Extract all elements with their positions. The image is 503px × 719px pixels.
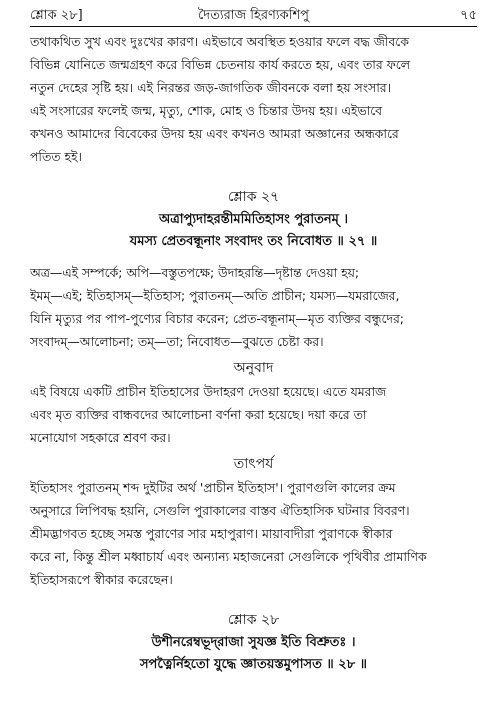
synonyms-paragraph <box>30 261 477 353</box>
text-line: বিভিন্ন যোনিতে জন্মগ্রহণ করে বিভিন্ন চেতনায় কার্য করতে হয়, এবং তার ফলে <box>30 57 410 72</box>
text-line: নতুন দেহের সৃষ্টি হয়। এই নিরন্তর জড়-জাগতিক জীবনকে বলা হয় সংসার। <box>30 80 392 95</box>
text-line: তথাকথিত সুখ এবং দুঃখের কারণ। এইভাবে অবস্থিত হওয়ার ফলে বদ্ধ জীবকে <box>30 34 409 49</box>
header-page-number: ৭৫ <box>460 8 477 23</box>
page-header <box>30 4 477 27</box>
verse-line: উশীনরেম্বভূদ্‌রাজা সুযজ্ঞ ইতি বিশ্রুতঃ । <box>151 635 356 650</box>
verse-28-block <box>30 609 477 676</box>
text-line: ইমম্‌—এই; ইতিহাসম্‌—ইতিহাস; পুরাতনম্‌—অতি প্রাচীন; যমস্য—যমরাজের, <box>30 288 400 303</box>
translation-heading: অনুবাদ <box>233 360 274 376</box>
text-line: এই বিষয়ে একটি প্রাচীন ইতিহাসের উদাহরণ দেওয়া হয়েছে। এতে যমরাজ <box>30 384 387 399</box>
text-line: এবং মৃত ব্যক্তির বান্ধবদের আলোচনা বর্ণনা করা হয়েছে। দয়া করে তা <box>30 407 367 422</box>
text-line: এই সংসারের ফলেই জন্ম, মৃত্যু, শোক, মোহ ও চিন্তার উদয় হয়। এইভাবে <box>30 103 383 118</box>
text-line: ইতিহাসং পুরাতনম্‌ শব্দ দুইটির অর্থ 'প্রাচীন ইতিহাস'। পুরাণগুলি কালের ক্রম <box>30 480 396 495</box>
text-line: মনোযোগ সহকারে শ্রবণ কর। <box>30 430 171 445</box>
verse-28-heading: শ্লোক ২৮ <box>227 612 280 628</box>
text-line: অত্র—এই সম্পর্কে; অপি—বস্তুতপক্ষে; উদাহরন্তি—দৃষ্টান্ত দেওয়া হয়; <box>30 265 360 280</box>
header-chapter-title: দৈত্যরাজ হিরণ্যকশিপু <box>198 8 309 23</box>
purport-heading: তাৎপর্য <box>233 456 274 472</box>
text-line: পতিত হই। <box>30 149 82 164</box>
verse-line: সপত্নৈর্নিহতো যুদ্ধে জ্ঞাতয়স্তমুপাসত ॥ ২৮ ॥ <box>139 657 368 672</box>
purport-block <box>30 453 477 591</box>
intro-paragraph <box>30 30 477 168</box>
text-line: অনুসারে লিপিবদ্ধ হয়নি, সেগুলি পুরাকালের বাস্তব ঐতিহাসিক ঘটনার বিবরণ। <box>30 503 410 518</box>
text-line: যিনি মৃত্যুর পর পাপ-পুণ্যের বিচার করেন; প্রেত-বন্ধূনাম্‌—মৃত ব্যক্তির বন্ধুদের; <box>30 311 404 326</box>
text-line: ইতিহাসরূপে স্বীকার করেছেন। <box>30 572 173 587</box>
text-line: শ্রীমদ্ভাগবত হচ্ছে সমস্ত পুরাণের সার মহাপুরাণ। মায়াবাদীরা পুরাণকে স্বীকার <box>30 526 393 541</box>
translation-block <box>30 357 477 449</box>
text-line: করে না, কিন্তু শ্রীল মধ্বাচার্য এবং অন্যান্য মহাজনেরা সেগুলিকে পৃথিবীর প্রামাণিক <box>30 549 427 564</box>
verse-27-heading: শ্লোক ২৭ <box>227 189 280 205</box>
text-line: কখনও আমাদের বিবেকের উদয় হয় এবং কখনও আমরা অজ্ঞানের অন্ধকারে <box>30 126 399 141</box>
page-content <box>30 30 477 676</box>
verse-line: অত্রাপ্যুদাহরন্তীমমিতিহাসং পুরাতনম্‌ । <box>158 212 349 227</box>
verse-line: যমস্য প্রেতবন্ধূনাং সংবাদং তং নিবোধত ॥ ২৭ ॥ <box>129 234 378 249</box>
text-line: সংবাদম্‌—আলোচনা; তম্‌—তা; নিবোধত—বুঝতে চেষ্টা কর। <box>30 334 324 349</box>
header-verse-ref: শ্লোক ২৮] <box>30 8 83 23</box>
verse-27-block <box>30 186 477 253</box>
